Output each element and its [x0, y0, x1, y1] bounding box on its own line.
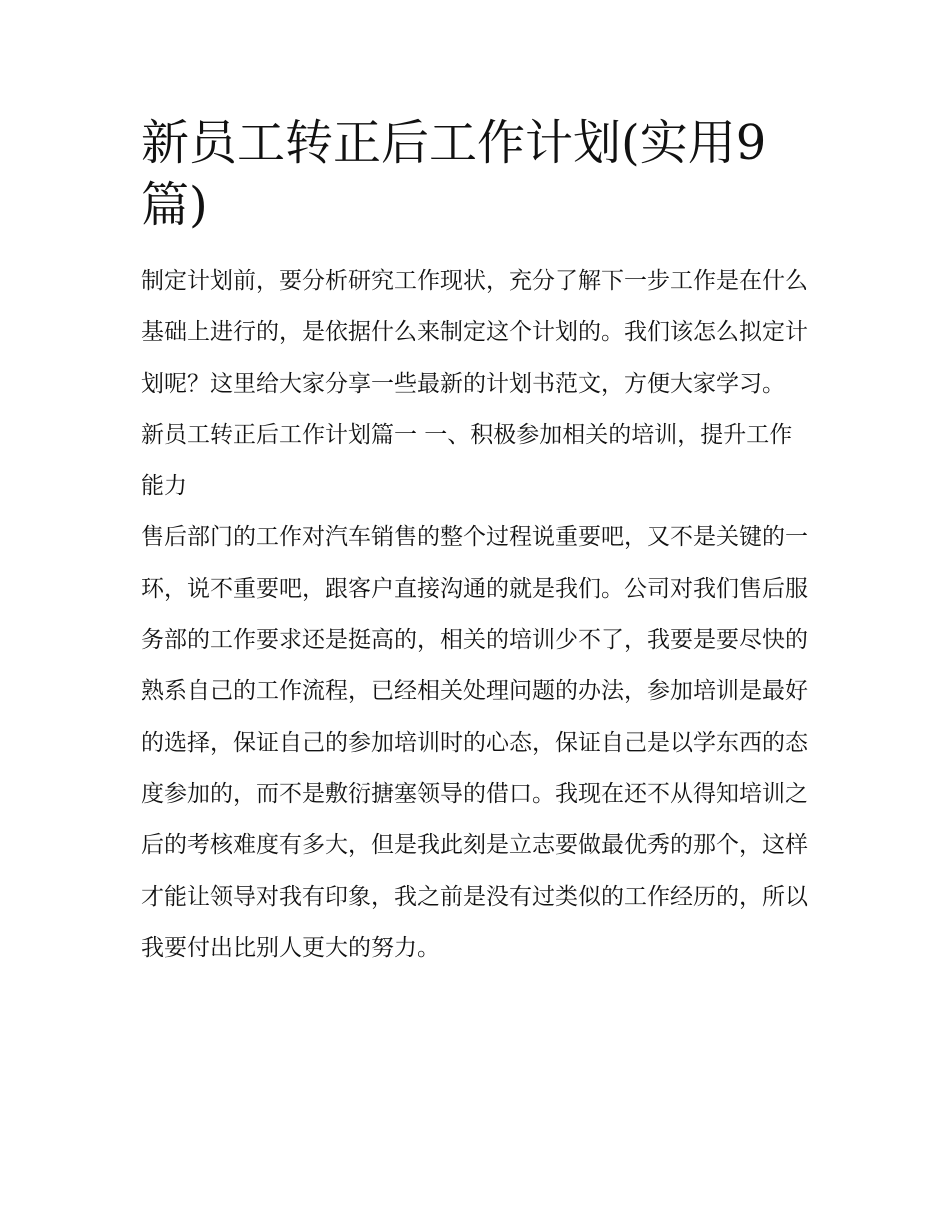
document-title: 新员工转正后工作计划(实用9篇) — [141, 115, 767, 233]
document-body — [141, 112, 813, 974]
body-paragraph: 售后部门的工作对汽车销售的整个过程说重要吧，又不是关键的一环，说不重要吧，跟客户直接沟通的就是我们。公司对我们售后服务部的工作要求还是挺高的，相关的培训少不了，我要是要尽快的熟系自己的工作流程，已经相关处理问题的办法，参加培训是最好的选择，保证自己的参加培训时的心态，保证自己是以学东西的态度参加的，而不是敷衍搪塞领导的借口。我现在还不从得知培训之后的考核难度有多大，但是我此刻是立志要做最优秀的那个，这样才能让领导对我有印象，我之前是没有过类似的工作经历的，所以我要付出比别人更大的努力。 — [141, 524, 808, 961]
section-heading-paragraph: 新员工转正后工作计划篇一 一、积极参加相关的培训，提升工作能力 — [141, 421, 793, 500]
intro-paragraph: 制定计划前，要分析研究工作现状，充分了解下一步工作是在什么基础上进行的，是依据什么来制定这个计划的。我们该怎么拟定计划呢？这里给大家分享一些最新的计划书范文，方便大家学习。 — [141, 268, 808, 397]
